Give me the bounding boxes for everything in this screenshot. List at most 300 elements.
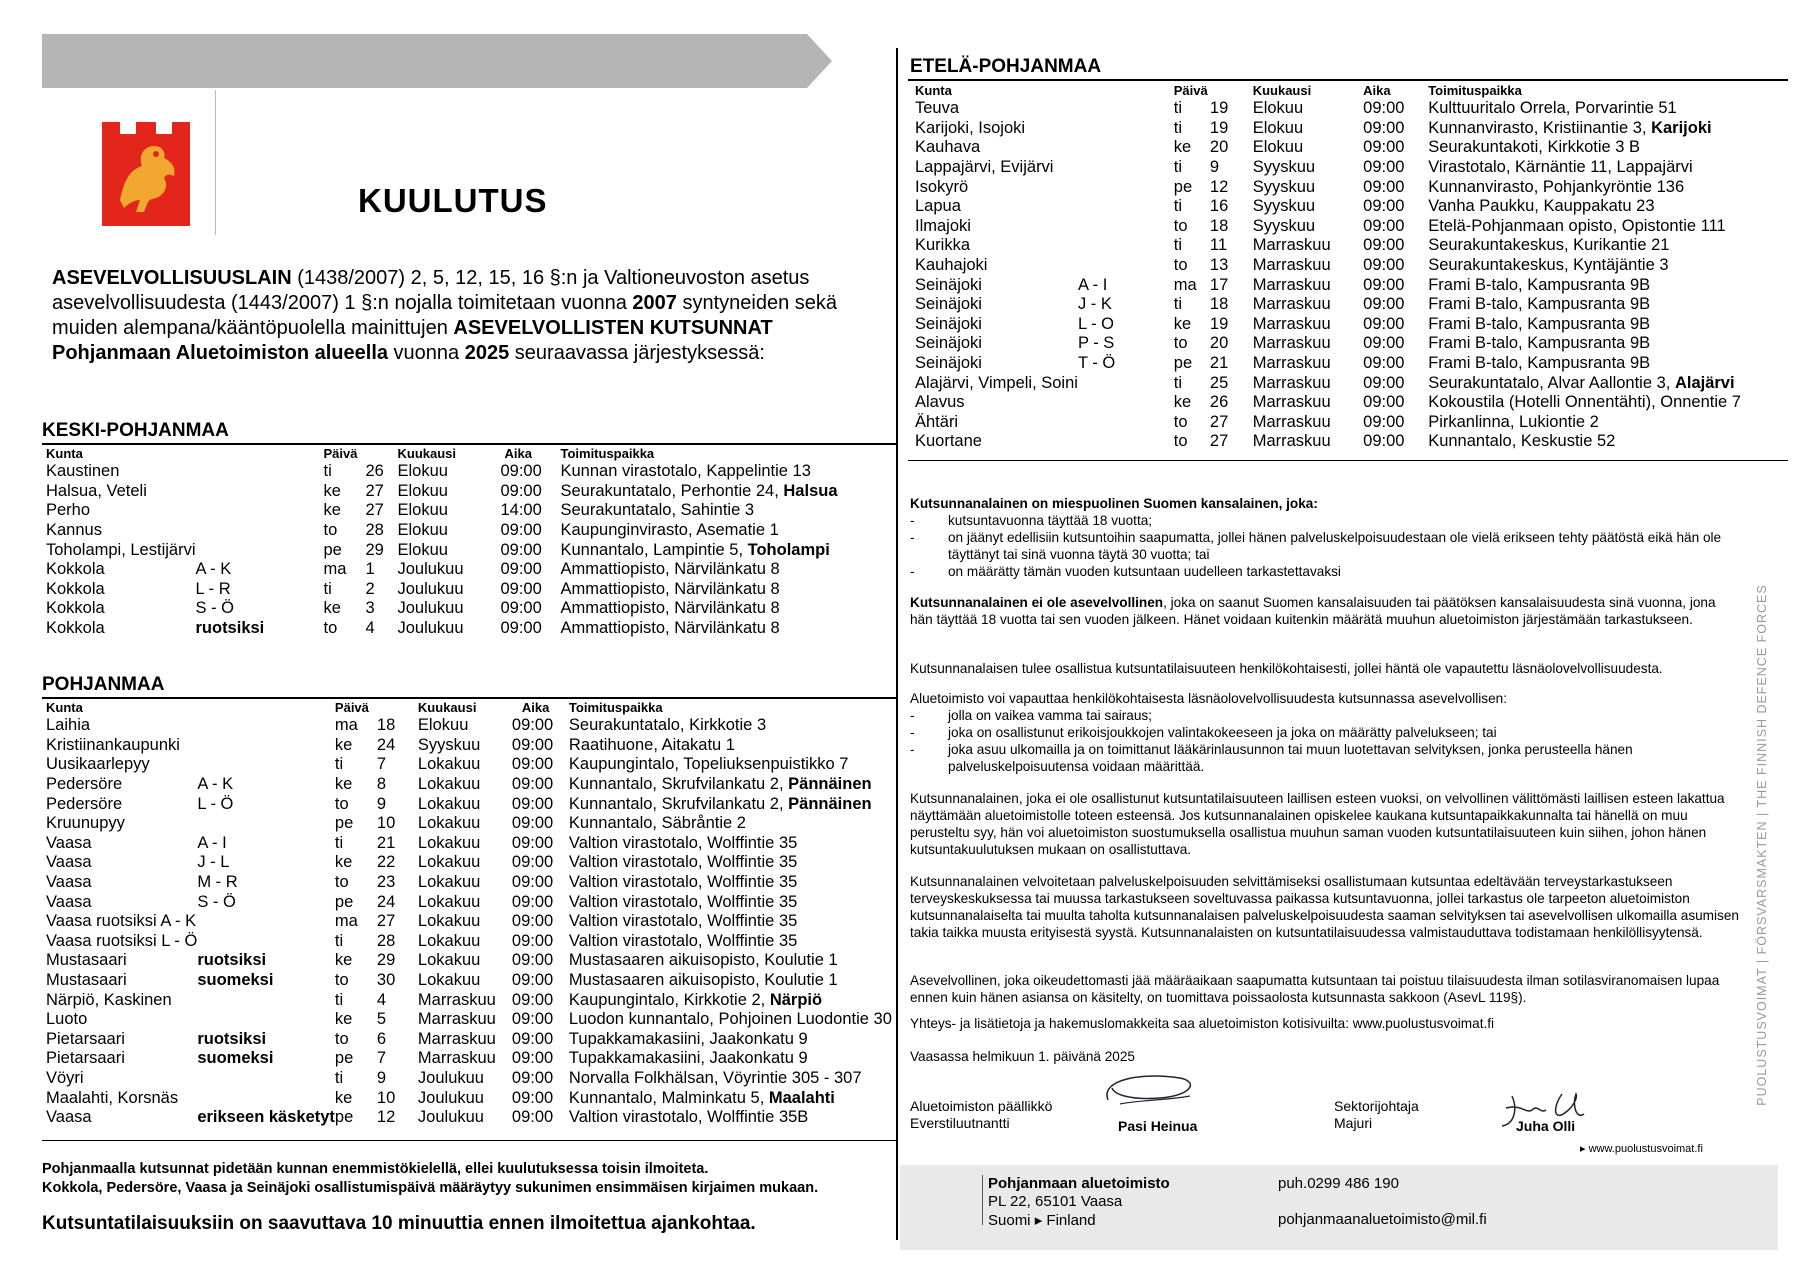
cell-place [1428,99,1793,119]
col-toimituspaikka: Toimituspaikka [1428,83,1522,98]
place-text: Ammattiopisto, Närvilänkatu 8 [560,599,780,618]
cell-time: 09:00 [511,775,554,794]
cell-group [1078,256,1174,276]
cell-time: 09:00 [500,462,542,481]
cell-group [197,736,335,756]
table-row [46,971,949,991]
signature-right: Sektorijohtaja Majuri [1334,1098,1419,1131]
cell-day: 30 [376,971,396,990]
cell-weekday: ke [334,853,353,872]
cell-day: 12 [376,1108,396,1127]
cell-day: 18 [1209,216,1229,235]
logo-divider [215,90,216,235]
place-text: Seurakuntakeskus, Kurikantie 21 [1428,236,1670,255]
table-row [46,1108,949,1128]
cell-time: 09:00 [1363,354,1405,373]
cell-weekday: pe [1173,177,1193,196]
cell-group [197,990,335,1010]
cell-month: Elokuu [1252,99,1304,118]
exemption-list [910,707,1740,775]
cell-month: Elokuu [397,481,448,500]
cell-kunta: Mustasaari [46,951,127,970]
cell-time: 09:00 [1363,256,1405,275]
col-paiva: Päivä [1173,83,1208,98]
cell-weekday: ke [334,1010,353,1029]
place-text: Seurakuntatalo, Sahintie 3 [560,501,755,520]
cell-day: 21 [1209,354,1229,373]
eligibility-list [910,512,1740,580]
cell-day: 27 [1209,432,1229,451]
place-text: Kunnantalo, Lampintie 5, [560,540,748,559]
cell-month: Marraskuu [1252,393,1331,412]
col-toimituspaikka: Toimituspaikka [560,446,655,461]
cell-month: Elokuu [417,716,469,735]
cell-group: T - Ö [1077,354,1116,373]
cell-weekday: ti [334,1068,344,1087]
cell-time: 09:00 [511,1049,554,1068]
place-text: Kulttuuritalo Orrela, Porvarintie 51 [1428,99,1677,118]
cell-time: 09:00 [511,735,554,754]
cell-weekday: ke [334,775,353,794]
cell-kunta: Kristiinankaupunki [46,735,180,754]
cell-kunta: Alavus [915,393,965,412]
cell-day: 19 [1209,314,1229,333]
cell-day: 3 [365,599,375,618]
cell-group [1078,373,1174,393]
cell-month: Lokakuu [417,931,481,950]
cell-group: ruotsiksi [197,1029,267,1048]
table-row [915,236,1793,256]
cell-time: 09:00 [511,990,554,1009]
info-eligibility: Kutsunnanalainen on miespuolinen Suomen kansalainen, joka: - kutsuntavuonna täyttää 18 vuotta; - on jäänyt edellisiin kutsuntoihin saapumatta, jollei hänen palveluskelpoisuudestaan ole vielä erikseen tehty päätöstä eikä hän ole täyttänyt tai sinä vuonna täytä 30 vuotta; tai - on määrätty tämän vuoden kutsuntaan uudelleen tarkastettavaksi [910,495,1740,580]
place-highlight: Maalahti [768,1088,835,1107]
table-row [46,951,949,971]
cell-group [1078,393,1174,413]
place-text: Kokoustila (Hotelli Onnentähti), Onnentie 7 [1428,393,1741,412]
cell-day: 29 [376,951,396,970]
place-text: Kaupunginvirasto, Asematie 1 [560,521,779,540]
cell-place [569,1088,949,1108]
cell-time: 09:00 [1363,393,1405,412]
cell-kunta: Närpiö, Kaskinen [46,990,172,1009]
table-row [46,1069,949,1089]
website-link[interactable]: ▸ www.puolustusvoimat.fi [1580,1143,1703,1155]
cell-month: Elokuu [397,462,448,481]
place-text: Seurakuntatalo, Kirkkotie 3 [568,716,767,735]
cell-group [195,482,323,502]
cell-kunta: Kokkola [46,579,105,598]
cell-weekday: to [323,619,338,638]
cell-time: 09:00 [500,481,542,500]
cell-month: Joulukuu [417,1088,484,1107]
cell-place [560,540,940,560]
cell-month: Joulukuu [417,1108,484,1127]
cell-month: Lokakuu [417,775,481,794]
cell-weekday: ti [334,931,344,950]
cell-group: P - S [1077,334,1115,353]
cell-weekday: to [323,521,338,540]
cell-group [197,1010,335,1030]
cell-month: Marraskuu [417,1049,496,1068]
list-item: - on määrätty tämän vuoden kutsuntaan uudelleen tarkastettavaksi [910,563,1740,580]
table-row [46,912,949,932]
cell-weekday: ti [1173,295,1183,314]
cell-month: Syyskuu [1252,197,1316,216]
cell-kunta: Pietarsaari [46,1049,125,1068]
cell-day: 12 [1209,177,1229,196]
cell-time: 09:00 [1363,432,1405,451]
place-text: Kunnanvirasto, Pohjankyröntie 136 [1428,177,1685,196]
cell-group [1078,138,1174,158]
cell-group: ruotsiksi [197,951,267,970]
table-header [46,699,949,716]
cell-place [1428,334,1793,354]
table-row [46,736,949,756]
cell-day: 9 [376,1068,387,1087]
table-row [915,119,1793,139]
place-text: Vanha Paukku, Kauppakatu 23 [1428,197,1655,216]
cell-time: 09:00 [1363,216,1405,235]
cell-place [569,755,949,775]
cell-month: Elokuu [1252,118,1304,137]
cell-weekday: ke [323,481,341,500]
place-text: Kunnantalo, Keskustie 52 [1428,432,1616,451]
place-text: Seurakuntatalo, Alvar Aallontie 3, [1428,373,1675,392]
cell-group [1078,413,1174,433]
contact-country: Suomi ▸ Finland [988,1212,1096,1229]
col-kuukausi: Kuukausi [417,700,477,715]
cell-day: 27 [376,912,396,931]
place-highlight: Halsua [783,481,838,500]
cell-month: Marraskuu [417,1010,496,1029]
cell-kunta: Karijoki, Isojoki [915,118,1026,137]
cell-kunta: Kauhava [915,138,981,157]
cell-group: J - K [1077,295,1112,314]
table-row [915,295,1793,315]
contact-email[interactable]: pohjanmaanaluetoimisto@mil.fi [1278,1211,1487,1228]
cell-time: 09:00 [511,1010,554,1029]
table-row [915,315,1793,335]
place-text: Pirkanlinna, Lukiontie 2 [1428,412,1599,431]
place-highlight: Toholampi [747,540,830,559]
cell-day: 13 [1209,256,1229,275]
cell-kunta: Ilmajoki [915,216,971,235]
cell-place [1428,236,1793,256]
table-row [915,275,1793,295]
table-row [915,413,1793,433]
cell-time: 09:00 [511,931,554,950]
cell-time: 14:00 [500,501,542,520]
place-text: Frami B-talo, Kampusranta 9B [1428,275,1651,294]
page-title: KUULUTUS [358,182,548,219]
place-text: Kunnantalo, Skrufvilankatu 2, [568,794,789,813]
cell-group [197,814,335,834]
cell-kunta: Kokkola [46,560,105,579]
table-row [46,990,949,1010]
cell-day: 7 [376,755,387,774]
section-title-pohjanmaa: POHJANMAA [42,674,165,695]
cell-time: 09:00 [511,971,554,990]
cell-time: 09:00 [1363,373,1405,392]
section-title-etela-pohjanmaa: ETELÄ-POHJANMAA [910,56,1102,77]
table-row [46,834,949,854]
table-row [46,932,949,952]
cell-kunta: Luoto [46,1010,88,1029]
place-text: Tupakkamakasiini, Jaakonkatu 9 [568,1049,808,1068]
table-row [46,1030,949,1050]
cell-kunta: Kokkola [46,619,105,638]
cell-month: Lokakuu [417,794,481,813]
cell-place [560,619,940,639]
place-text: Frami B-talo, Kampusranta 9B [1428,354,1651,373]
place-text: Kunnan virastotalo, Kappelintie 13 [560,462,811,481]
cell-group [195,540,323,560]
cell-month: Marraskuu [1252,412,1331,431]
cell-place [1428,295,1793,315]
cell-weekday: ke [323,501,341,520]
cell-month: Syyskuu [1252,158,1316,177]
place-highlight: Karijoki [1651,118,1712,137]
cell-time: 09:00 [511,912,554,931]
place-text: Frami B-talo, Kampusranta 9B [1428,334,1651,353]
cell-time: 09:00 [1363,158,1405,177]
contact-address: PL 22, 65101 Vaasa [988,1193,1123,1210]
place-highlight: Närpiö [769,990,823,1009]
cell-weekday: ti [1173,99,1183,118]
cell-kunta: Lappajärvi, Evijärvi [915,158,1054,177]
cell-month: Joulukuu [397,619,464,638]
footer-notes [42,1160,818,1198]
cell-weekday: ti [1173,373,1183,392]
place-highlight: Alajärvi [1674,373,1735,392]
cell-place [1428,373,1793,393]
cell-kunta: Halsua, Veteli [46,481,147,500]
cell-group: S - Ö [195,599,234,618]
footer-note-2: Kokkola, Pedersöre, Vaasa ja Seinäjoki osallistumispäivä määräytyy sukunimen ensimmäisen kirjaimen mukaan. [42,1180,819,1196]
table-row [915,138,1793,158]
cell-month: Marraskuu [1252,295,1331,314]
table-row [46,892,949,912]
cell-month: Lokakuu [417,833,481,852]
cell-month: Joulukuu [397,560,464,579]
cell-kunta: Vaasa [46,833,92,852]
cell-kunta: Ähtäri [915,412,959,431]
place-text: Kaupungintalo, Topeliuksenpuistikko 7 [568,755,849,774]
col-kunta: Kunta [46,700,83,715]
info-not-conscript: Kutsunnanalainen ei ole asevelvollinen, joka on saanut Suomen kansalaisuuden tai päätöksen kansalaisuudesta sinä vuonna, jona hän täyttää 18 vuotta tai sen vuoden jälkeen. Hänet voidaan kuitenkin määrätä muuhun aluetoimiston järjestämään tarkastukseen. [910,595,1716,627]
cell-place [569,892,949,912]
date-line: Vaasassa helmikuun 1. päivänä 2025 [910,1049,1135,1064]
cell-time: 09:00 [500,579,542,598]
cell-day: 27 [1209,412,1229,431]
cell-time: 09:00 [500,540,542,559]
cell-group: A - I [197,833,227,852]
cell-time: 09:00 [511,794,554,813]
cell-month: Marraskuu [1252,334,1331,353]
cell-time: 09:00 [1363,275,1405,294]
arrival-note: Kutsuntatilaisuuksiin on saavuttava 10 minuuttia ennen ilmoitettua ajankohtaa. [42,1213,756,1234]
place-text: Valtion virastotalo, Wolffintie 35 [568,853,798,872]
cell-month: Elokuu [397,540,448,559]
place-text: Luodon kunnantalo, Pohjoinen Luodontie 30 [568,1010,892,1029]
defence-forces-logo [100,120,192,230]
cell-kunta: Vöyri [46,1068,84,1087]
cell-group: ruotsiksi [195,619,265,638]
cell-kunta: Isokyrö [915,177,969,196]
col-paiva: Päivä [323,446,358,461]
table-row [915,158,1793,178]
cell-weekday: ma [1173,275,1197,294]
cell-time: 09:00 [511,951,554,970]
place-text: Valtion virastotalo, Wolffintie 35B [568,1108,809,1127]
cell-month: Lokakuu [417,755,481,774]
cell-place [569,912,949,932]
cell-day: 9 [1209,158,1220,177]
cell-day: 17 [1209,275,1229,294]
place-text: Ammattiopisto, Närvilänkatu 8 [560,619,780,638]
cell-month: Lokakuu [417,912,481,931]
contact-divider [982,1175,983,1225]
divider [908,79,1788,81]
cell-place [1428,197,1793,217]
cell-place [569,794,949,814]
table-row [46,775,949,795]
cell-month: Marraskuu [1252,373,1331,392]
cell-day: 27 [365,501,384,520]
cell-month: Marraskuu [1252,354,1331,373]
cell-kunta: Kannus [46,521,102,540]
col-kuukausi: Kuukausi [397,446,456,461]
table-row [915,373,1793,393]
cell-group [1078,432,1174,452]
cell-weekday: ma [334,716,358,735]
cell-group [1078,119,1174,139]
cell-place [569,736,949,756]
place-text: Tupakkamakasiini, Jaakonkatu 9 [568,1029,808,1048]
col-kunta: Kunta [46,446,83,461]
cell-day: 21 [376,833,396,852]
place-text: Norvalla Folkhälsan, Vöyrintie 305 - 307 [568,1068,862,1087]
cell-place [569,853,949,873]
cell-kunta: Kokkola [46,599,105,618]
cell-weekday: ti [1173,236,1183,255]
cell-place [1428,432,1793,452]
schedule-table-etela-pohjanmaa [915,82,1793,452]
cell-day: 18 [376,716,396,735]
cell-kunta: Laihia [46,716,91,735]
cell-group [195,501,323,521]
cell-place [569,1108,949,1128]
cell-day: 28 [376,931,396,950]
cell-month: Joulukuu [397,579,464,598]
table-row [915,354,1793,374]
cell-kunta: Seinäjoki [915,354,982,373]
cell-place [569,951,949,971]
col-toimituspaikka: Toimituspaikka [568,700,663,715]
cell-month: Lokakuu [417,971,481,990]
cell-time: 09:00 [511,1029,554,1048]
cell-time: 09:00 [511,716,554,735]
cell-month: Syyskuu [1252,216,1316,235]
cell-weekday: pe [1173,354,1193,373]
place-text: Valtion virastotalo, Wolffintie 35 [568,892,798,911]
cell-weekday: ti [1173,158,1183,177]
cell-place [1428,315,1793,335]
table-row [46,1010,949,1030]
cell-month: Joulukuu [417,1068,484,1087]
cell-day: 27 [365,481,384,500]
place-text: Mustasaaren aikuisopisto, Koulutie 1 [568,971,838,990]
place-text: Seurakuntakeskus, Kyntäjäntie 3 [1428,256,1669,275]
cell-month: Elokuu [1252,138,1304,157]
place-text: Kunnantalo, Säbråntie 2 [568,814,746,833]
cell-weekday: to [334,1029,349,1048]
cell-kunta: Pietarsaari [46,1029,125,1048]
divider [908,460,1788,461]
table-row [46,1088,949,1108]
cell-weekday: ma [334,912,358,931]
cell-time: 09:00 [500,560,542,579]
cell-day: 24 [376,735,396,754]
col-kunta: Kunta [915,83,952,98]
cell-group: suomeksi [197,971,274,990]
col-aika: Aika [521,700,550,715]
cell-month: Marraskuu [1252,236,1331,255]
cell-weekday: ke [334,735,353,754]
cell-day: 4 [376,990,387,1009]
signer-name-left: Pasi Heinua [1118,1118,1198,1134]
cell-day: 8 [376,775,387,794]
cell-place [569,814,949,834]
cell-kunta: Kuortane [915,432,982,451]
cell-month: Marraskuu [1252,314,1331,333]
divider [42,1140,896,1141]
cell-weekday: to [1173,432,1188,451]
table-row [46,814,949,834]
cell-weekday: to [334,873,349,892]
cell-month: Lokakuu [417,814,481,833]
cell-group: A - K [197,775,234,794]
cell-group: A - I [1077,275,1108,294]
cell-weekday: ma [323,560,347,579]
signature-heinua [1100,1070,1200,1115]
table-row [46,540,940,560]
cell-group [1078,197,1174,217]
place-highlight: Pännäinen [788,775,872,794]
table-row [46,1049,949,1069]
cell-time: 09:00 [1363,197,1405,216]
cell-kunta: Teuva [915,99,960,118]
cell-kunta: Kaustinen [46,462,120,481]
cell-time: 09:00 [511,853,554,872]
cell-time: 09:00 [1363,177,1405,196]
cell-place [1428,217,1793,237]
cell-kunta: Pedersöre [46,794,123,813]
place-text: Valtion virastotalo, Wolffintie 35 [568,833,798,852]
table-row [46,853,949,873]
info-penalty: Asevelvollinen, joka oikeudettomasti jää määräaikaan saapumatta kutsuntaan tai poistuu tilaisuudesta ilman sotilasviranomaisen lupaa ennen kuin hänen asiansa on käsitelty, on tuomittava poissaolosta kutsunnasta sakkoon (AsevL 119§). [910,973,1720,1005]
intro-text: ASEVELVOLLISUUSLAIN (1438/2007) 2, 5, 12, 15, 16 §:n ja Valtioneuvoston asetus asevelvollisuudesta (1443/2007) 1 §:n nojalla toimitetaan vuonna 2007 syntyneiden sekä muiden alempana/kääntöpuolella mainittujen ASEVELVOLLISTEN KUTSUNNAT Pohjanmaan Aluetoimiston alueella vuonna 2025 seuraavassa järjestyksessä: [52,267,837,364]
signer-name-right: Juha Olli [1516,1118,1576,1134]
cell-weekday: ti [334,755,344,774]
cell-day: 26 [1209,393,1229,412]
contact-org: Pohjanmaan aluetoimisto [988,1175,1170,1192]
cell-group: J - L [197,853,230,872]
cell-month: Lokakuu [417,873,481,892]
cell-time: 09:00 [500,599,542,618]
cell-day: 10 [376,814,396,833]
column-divider [896,48,898,1240]
